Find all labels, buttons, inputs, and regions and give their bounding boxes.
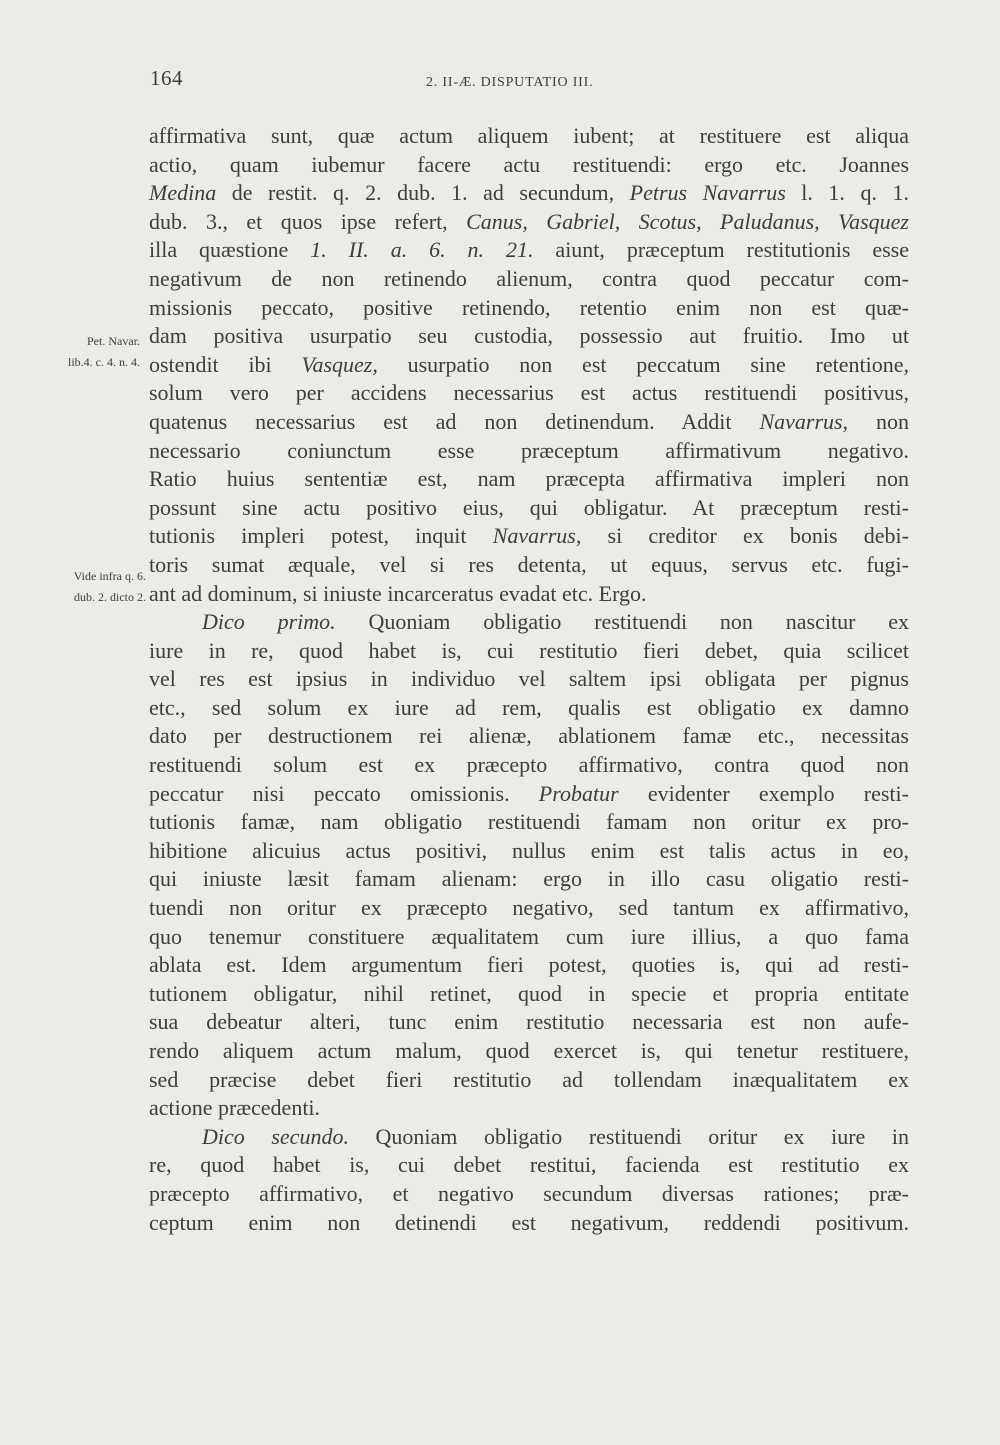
- text-segment: rendo aliquem actum malum, quod exercet is, qui tenetur restituere,: [149, 1038, 909, 1063]
- text-line: [149, 780, 909, 809]
- text-segment: negativum de non retinendo alienum, contra quod peccatur com-: [149, 265, 909, 291]
- italic-text: Navarrus,: [492, 523, 582, 549]
- text-segment: peccatur nisi peccato omissionis.: [149, 780, 539, 806]
- text-segment: l. 1. q. 1.: [785, 180, 909, 206]
- italic-text: Dico primo.: [202, 609, 336, 635]
- text-segment: hibitione alicuius actus positivi, nullus enim est talis actus in eo,: [149, 837, 909, 863]
- text-segment: tutionem obligatur, nihil retinet, quod in specie et propria entitate: [149, 980, 909, 1006]
- text-segment: dato per destructionem rei alienæ, ablationem famæ etc., necessitas: [149, 723, 909, 749]
- italic-text: Vasquez,: [301, 351, 378, 377]
- margin-note-line: Pet. Navar.: [87, 334, 140, 348]
- text-segment: aiunt, præceptum restitutionis esse: [533, 237, 909, 263]
- margin-note-line: Vide infra q. 6.: [73, 569, 146, 583]
- text-segment: qui iniuste læsit famam alienam: ergo in illo casu oligatio resti-: [149, 866, 909, 892]
- text-segment: quatenus necessarius est ad non detinendum. Addit: [149, 408, 760, 434]
- text-segment: actione præcedenti.: [149, 1095, 321, 1121]
- text-line: [149, 1180, 909, 1209]
- text-line: [149, 865, 909, 894]
- margin-note-vide: [36, 566, 146, 608]
- text-line: [149, 694, 909, 723]
- margin-note-line: dub. 2. dicto 2.: [74, 590, 146, 604]
- text-segment: tutionis famæ, nam obligatio restituendi famam non oritur ex pro-: [149, 809, 909, 835]
- text-line: [149, 951, 909, 980]
- text-segment: Ratio huius sententiæ est, nam præcepta affirmativa impleri non: [149, 466, 909, 492]
- body-text: [149, 122, 909, 1237]
- text-segment: Quoniam obligatio restituendi non nascitur ex: [335, 609, 909, 635]
- text-segment: actio, quam iubemur facere actu restituendi: ergo etc. Joannes: [149, 151, 909, 177]
- text-line: [149, 408, 909, 437]
- text-line: [149, 894, 909, 923]
- text-line: [149, 236, 909, 265]
- text-line: [149, 179, 909, 208]
- text-line: [149, 1151, 909, 1180]
- text-line: [149, 437, 909, 466]
- text-segment: usurpatio non est peccatum sine retentione,: [377, 351, 910, 377]
- text-segment: etc., sed solum ex iure ad rem, qualis est obligatio ex damno: [149, 694, 909, 720]
- text-segment: toris sumat æquale, vel si res detenta, ut equus, servus etc. fugi-: [149, 551, 909, 577]
- text-segment: Quoniam obligatio restituendi oritur ex iure in: [348, 1123, 909, 1149]
- text-line: [149, 294, 909, 323]
- text-line: [149, 1037, 909, 1066]
- text-line: [149, 122, 909, 151]
- text-segment: solum vero per accidens necessarius est actus restituendi positivus,: [149, 380, 909, 406]
- text-segment: ceptum enim non detinendi est negativum, reddendi positivum.: [149, 1209, 909, 1235]
- margin-note-line: lib.4. c. 4. n. 4.: [68, 355, 140, 369]
- text-line: [149, 1008, 909, 1037]
- text-line: [149, 208, 909, 237]
- italic-text: Dico secundo.: [202, 1123, 349, 1149]
- text-segment: missionis peccato, positive retinendo, retentio enim non est quæ-: [149, 294, 909, 320]
- text-segment: sua debeatur alteri, tunc enim restitutio necessaria est non aufe-: [149, 1009, 909, 1035]
- text-segment: sed præcise debet fieri restitutio ad tollendam inæqualitatem ex: [149, 1066, 909, 1092]
- text-segment: præcepto affirmativo, et negativo secundum diversas rationes; præ-: [149, 1180, 909, 1206]
- text-segment: si creditor ex bonis debi-: [581, 523, 909, 549]
- text-segment: ant ad dominum, si iniuste incarceratus evadat etc. Ergo.: [149, 580, 647, 606]
- text-segment: non: [848, 408, 910, 434]
- text-line: [149, 808, 909, 837]
- italic-text: Probatur: [538, 780, 619, 806]
- text-segment: dub. 3., et quos ipse refert,: [149, 208, 467, 234]
- text-line: [149, 522, 909, 551]
- text-line: [149, 551, 909, 580]
- text-segment: quo tenemur constituere æqualitatem cum iure illius, a quo fama: [149, 923, 909, 949]
- text-segment: ablata est. Idem argumentum fieri potest, quoties is, qui ad resti-: [149, 952, 909, 978]
- text-segment: tuendi non oritur ex præcepto negativo, sed tantum ex affirmativo,: [149, 895, 909, 921]
- text-segment: affirmativa sunt, quæ actum aliquem iubent; at restituere est aliqua: [149, 123, 909, 148]
- text-line: [149, 608, 909, 637]
- text-line: [149, 637, 909, 666]
- page-number: 164: [150, 66, 183, 90]
- text-segment: possunt sine actu positivo eius, qui obligatur. At præceptum resti-: [149, 494, 909, 520]
- text-segment: de restit. q. 2. dub. 1. ad secundum,: [216, 180, 630, 206]
- text-line: [149, 1209, 909, 1238]
- text-segment: restituendi solum est ex præcepto affirmativo, contra quod non: [149, 752, 909, 778]
- running-head: 2. II-Æ. DISPUTATIO III.: [426, 75, 594, 90]
- text-segment: iure in re, quod habet is, cui restitutio fieri debet, quia scilicet: [149, 637, 909, 663]
- text-segment: vel res est ipsius in individuo vel saltem ipsi obligata per pignus: [149, 666, 909, 692]
- text-line: [149, 494, 909, 523]
- margin-note-navar: [30, 331, 140, 373]
- text-segment: evidenter exemplo resti-: [618, 780, 909, 806]
- text-line: [149, 1123, 909, 1152]
- text-segment: re, quod habet is, cui debet restitui, facienda est restitutio ex: [149, 1152, 909, 1178]
- text-line: [149, 322, 909, 351]
- text-segment: tutionis impleri potest, inquit: [149, 523, 493, 549]
- text-line: [149, 1094, 909, 1123]
- italic-text: 1. II. a. 6. n. 21.: [310, 237, 534, 263]
- text-segment: dam positiva usurpatio seu custodia, possessio aut fruitio. Imo ut: [149, 323, 909, 349]
- text-line: [149, 580, 909, 609]
- text-line: [149, 923, 909, 952]
- italic-text: Petrus Navarrus: [629, 180, 786, 206]
- text-line: [149, 722, 909, 751]
- text-segment: illa quæstione: [149, 237, 311, 263]
- text-line: [149, 665, 909, 694]
- italic-text: Medina: [149, 180, 217, 206]
- italic-text: Canus, Gabriel, Scotus, Paludanus, Vasquez: [466, 208, 909, 234]
- text-line: [149, 837, 909, 866]
- text-line: [149, 980, 909, 1009]
- text-line: [149, 1066, 909, 1095]
- text-segment: necessario coniunctum esse præceptum affirmativum negativo.: [149, 437, 909, 463]
- text-line: [149, 751, 909, 780]
- text-line: [149, 379, 909, 408]
- text-line: [149, 151, 909, 180]
- text-line: [149, 351, 909, 380]
- text-line: [149, 265, 909, 294]
- text-line: [149, 465, 909, 494]
- text-segment: ostendit ibi: [149, 351, 302, 377]
- italic-text: Navarrus,: [759, 408, 849, 434]
